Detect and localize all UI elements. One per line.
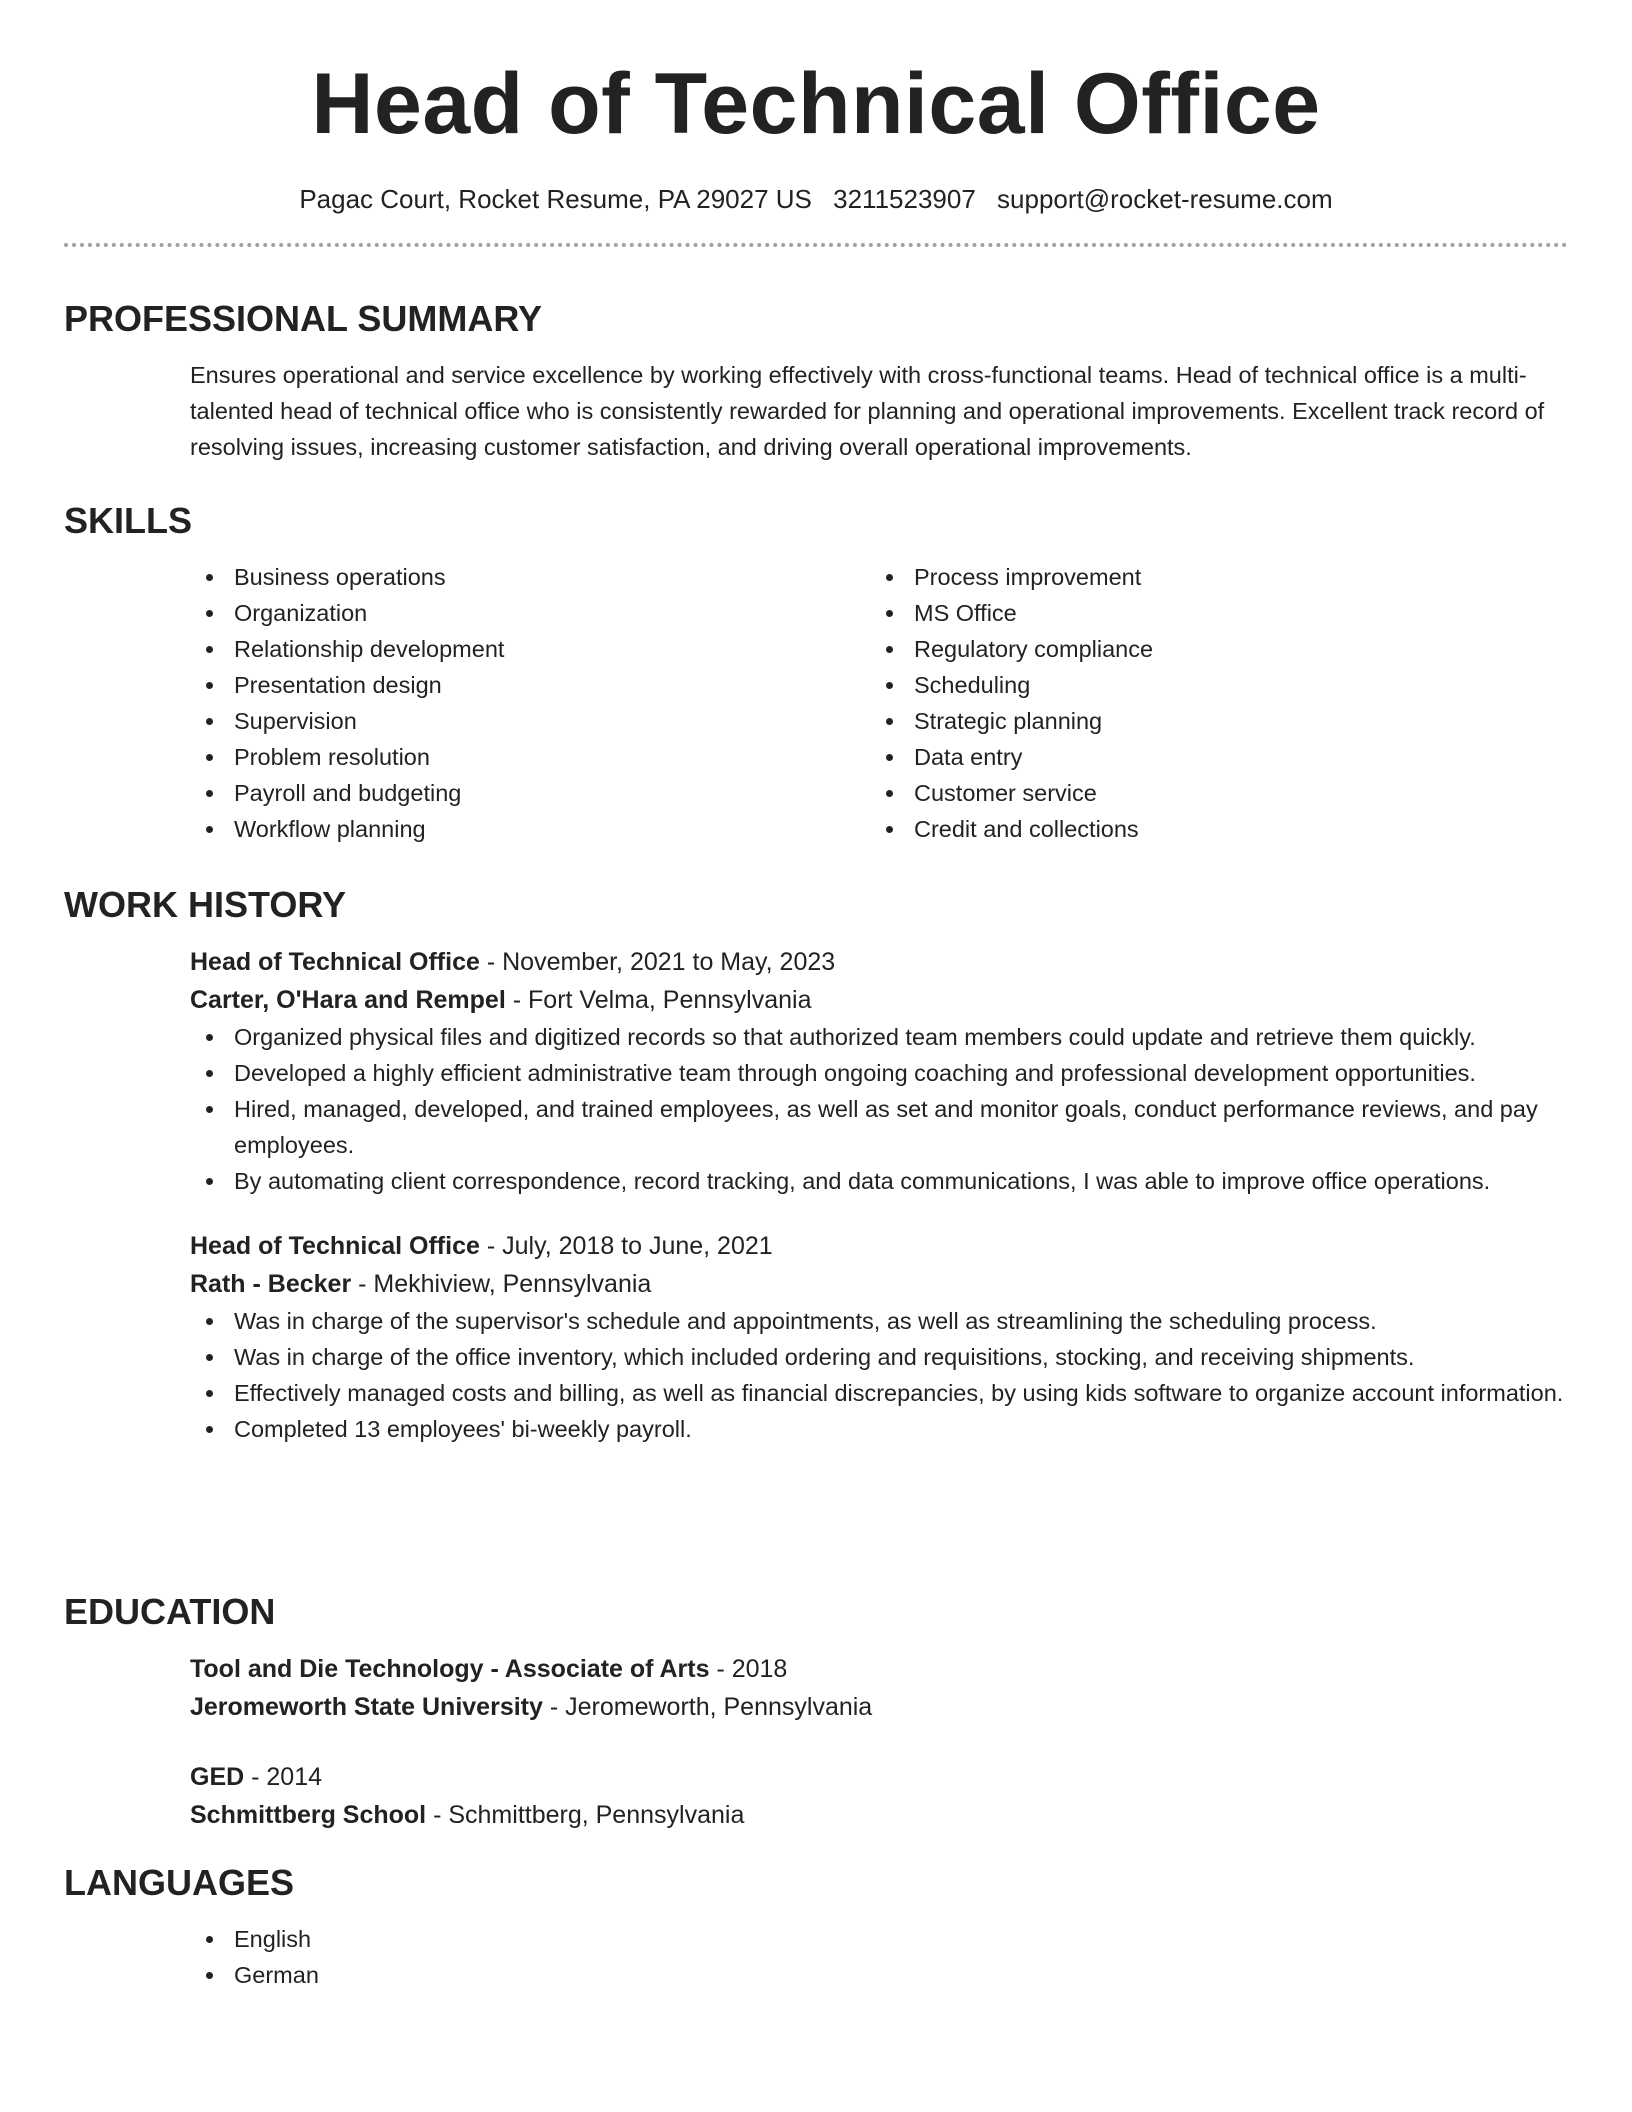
summary-text: Ensures operational and service excellence by working effectively with cross-functional teams. Head of technical office is a multi-talented head of technical office who is consistently rewarded for planning and operational improvements. Excellent track record of resolving issues, increasing customer satisfaction, and driving overall operational improvements. <box>190 362 1545 460</box>
education-section <box>64 1590 1568 1834</box>
job-company: Carter, O'Hara and Rempel <box>190 986 506 1014</box>
languages-list <box>190 1921 1568 1993</box>
summary-title: PROFESSIONAL SUMMARY <box>64 298 543 339</box>
job-company-line <box>190 1265 1568 1303</box>
list-item: Process improvement <box>870 559 1550 595</box>
list-item: Payroll and budgeting <box>190 775 870 811</box>
list-item: Credit and collections <box>870 811 1550 847</box>
education-entry <box>190 1650 1568 1726</box>
list-item: Organization <box>190 595 870 631</box>
education-title: EDUCATION <box>64 1591 276 1632</box>
job-role: Head of Technical Office <box>190 1232 480 1260</box>
degree-line <box>190 1650 1568 1688</box>
job-location: - Mekhiview, Pennsylvania <box>351 1270 652 1298</box>
job-dates: - July, 2018 to June, 2021 <box>479 1232 773 1260</box>
list-item: Customer service <box>870 775 1550 811</box>
school: Schmittberg School <box>190 1801 427 1829</box>
skills-title: SKILLS <box>64 500 193 541</box>
list-item: Scheduling <box>870 667 1550 703</box>
list-item: Hired, managed, developed, and trained employees, as well as set and monitor goals, conduct performance reviews, and pay employees. <box>190 1091 1568 1163</box>
job-company-line <box>190 981 1568 1019</box>
education-entry <box>190 1758 1568 1834</box>
list-item: Completed 13 employees' bi-weekly payroll. <box>190 1411 1568 1447</box>
job-location: - Fort Velma, Pennsylvania <box>505 986 812 1014</box>
job-title-line <box>190 1227 1568 1265</box>
resume-name: Head of Technical Office <box>311 56 1321 152</box>
list-item: Was in charge of the supervisor's schedule and appointments, as well as streamlining the scheduling process. <box>190 1303 1568 1339</box>
job-dates: - November, 2021 to May, 2023 <box>479 948 836 976</box>
work-section <box>64 883 1568 1447</box>
job-title-line <box>190 943 1568 981</box>
languages-section <box>64 1861 1568 1993</box>
list-item: Supervision <box>190 703 870 739</box>
list-item: By automating client correspondence, record tracking, and data communications, I was able to improve office operations. <box>190 1163 1568 1199</box>
job-bullets <box>64 1019 1568 1199</box>
list-item: German <box>190 1957 1568 1993</box>
list-item: Organized physical files and digitized records so that authorized team members could update and retrieve them quickly. <box>190 1019 1568 1055</box>
school: Jeromeworth State University <box>190 1693 543 1721</box>
job-role: Head of Technical Office <box>190 948 480 976</box>
skills-section <box>64 499 1568 847</box>
list-item: Effectively managed costs and billing, as well as financial discrepancies, by using kids software to organize account information. <box>190 1375 1568 1411</box>
header-divider <box>64 243 1568 247</box>
list-item: Strategic planning <box>870 703 1550 739</box>
phone: 3211523907 <box>833 184 976 214</box>
job-company: Rath - Becker <box>190 1270 352 1298</box>
contact-line <box>64 182 1568 216</box>
job-entry <box>190 1227 1568 1447</box>
degree-line <box>190 1758 1568 1796</box>
list-item: Was in charge of the office inventory, which included ordering and requisitions, stocking, and receiving shipments. <box>190 1339 1568 1375</box>
degree: GED <box>190 1763 245 1791</box>
list-item: Regulatory compliance <box>870 631 1550 667</box>
skills-list-left <box>190 559 870 847</box>
list-item: Data entry <box>870 739 1550 775</box>
skills-list-right <box>870 559 1550 847</box>
degree: Tool and Die Technology - Associate of Arts <box>190 1655 710 1683</box>
list-item: English <box>190 1921 1568 1957</box>
list-item: Workflow planning <box>190 811 870 847</box>
list-item: Relationship development <box>190 631 870 667</box>
job-entry <box>190 943 1568 1199</box>
list-item: Business operations <box>190 559 870 595</box>
languages-title: LANGUAGES <box>64 1862 295 1903</box>
list-item: MS Office <box>870 595 1550 631</box>
summary-section <box>64 297 1568 465</box>
degree-year: - 2014 <box>244 1763 323 1791</box>
list-item: Problem resolution <box>190 739 870 775</box>
school-location: - Schmittberg, Pennsylvania <box>426 1801 745 1829</box>
school-location: - Jeromeworth, Pennsylvania <box>542 1693 873 1721</box>
list-item: Presentation design <box>190 667 870 703</box>
address: Pagac Court, Rocket Resume, PA 29027 US <box>299 184 812 214</box>
list-item: Developed a highly efficient administrative team through ongoing coaching and professional development opportunities. <box>190 1055 1568 1091</box>
school-line <box>190 1796 1568 1834</box>
email: support@rocket-resume.com <box>997 184 1333 214</box>
job-bullets <box>190 1303 1568 1447</box>
degree-year: - 2018 <box>709 1655 788 1683</box>
work-title: WORK HISTORY <box>64 884 347 925</box>
school-line <box>190 1688 1568 1726</box>
